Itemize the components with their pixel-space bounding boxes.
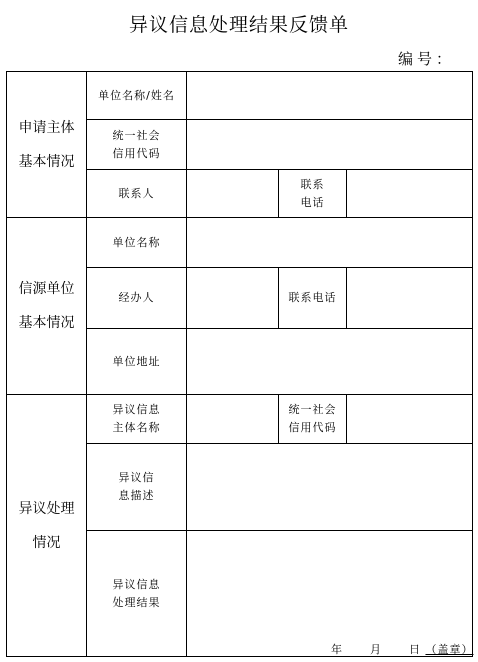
serial-number-label: 编号： [398, 50, 456, 68]
field-objection-credit-code[interactable] [347, 395, 472, 443]
field-unit-name-or-person[interactable] [187, 72, 472, 119]
label-objection-description: 异议信 息描述 [118, 471, 155, 502]
feedback-form-table [6, 71, 473, 657]
label-objection-credit-code: 统一社会 信用代码 [288, 403, 337, 434]
field-contact-person[interactable] [187, 170, 278, 217]
label-source-unit-name: 单位名称 [112, 235, 161, 249]
label-source-phone: 联系电话 [288, 291, 337, 304]
label-contact-person: 联系人 [118, 186, 155, 200]
field-objection-subject-name[interactable] [187, 395, 278, 443]
field-source-phone[interactable] [347, 268, 472, 328]
field-unit-address[interactable] [187, 329, 472, 394]
day-label: 日 [408, 643, 421, 656]
label-unit-name-or-person: 单位名称/姓名 [98, 88, 175, 102]
field-contact-phone[interactable] [347, 170, 472, 217]
label-unit-address: 单位地址 [112, 354, 161, 368]
field-credit-code[interactable] [187, 120, 472, 169]
field-handling-result[interactable] [187, 531, 472, 656]
month-label: 月 [369, 643, 382, 656]
section-heading-objection-handling: 异议处理 情况 [18, 500, 75, 551]
field-source-unit-name[interactable] [187, 218, 472, 267]
section-heading-source-unit: 信源单位 基本情况 [18, 281, 75, 331]
date-stamp-line [331, 641, 473, 657]
stamp-label: （盖章） [425, 643, 474, 656]
label-credit-code: 统一社会 信用代码 [112, 128, 161, 160]
table-border-right [472, 71, 473, 657]
label-handling-result: 异议信息 处理结果 [112, 577, 161, 609]
document-title: 异议信息处理结果反馈单 [128, 14, 349, 36]
label-handler: 经办人 [118, 291, 155, 304]
label-objection-subject-name: 异议信息 主体名称 [112, 403, 161, 434]
section-heading-applicant: 申请主体 基本情况 [18, 119, 75, 170]
field-handler[interactable] [187, 268, 278, 328]
field-objection-description[interactable] [187, 444, 472, 530]
label-contact-phone: 联系 电话 [300, 177, 325, 209]
year-label: 年 [331, 643, 343, 656]
